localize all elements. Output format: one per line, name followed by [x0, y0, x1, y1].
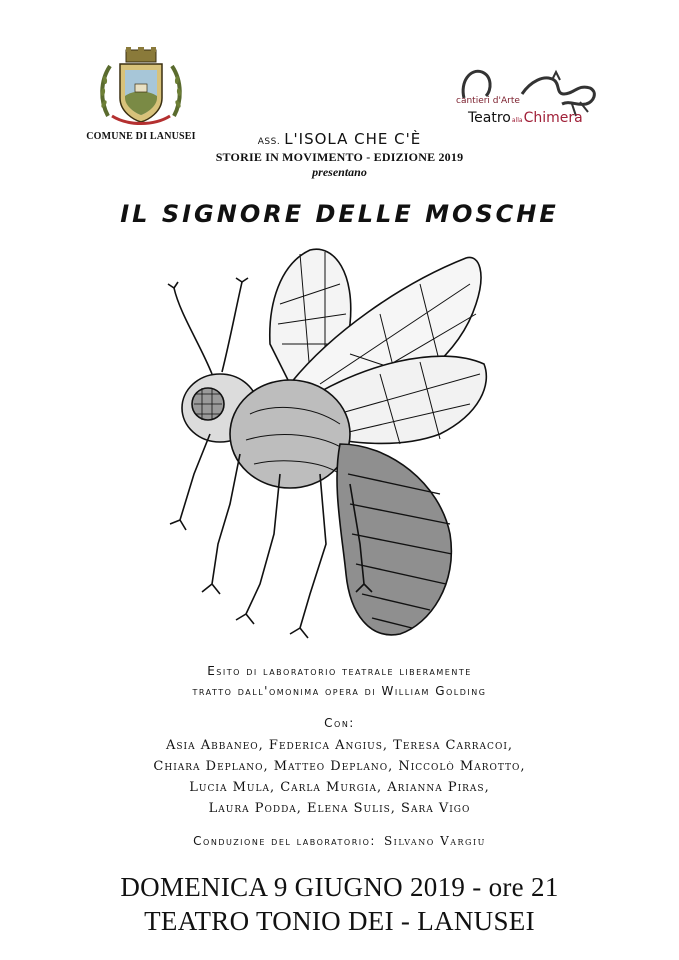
comune-label: COMUNE DI LANUSEI [86, 131, 196, 142]
cast-line: Asia Abbaneo, Federica Angius, Teresa Carracoi, [165, 738, 514, 753]
logo-line1: cantieri d'Arte [456, 96, 520, 106]
cast-line: Laura Podda, Elena Sulis, Sara Vigo [208, 801, 471, 816]
cast-label: Con: [324, 716, 355, 730]
presents-line: presentano [312, 165, 367, 179]
event-venue: TEATRO TONIO DEI - LANUSEI [144, 906, 535, 936]
logo-word-chimera: Chimera [523, 110, 583, 126]
fly-illustration [150, 244, 500, 644]
association-name: L'ISOLA CHE C'È [284, 130, 422, 148]
direction-label: Conduzione del laboratorio: [193, 834, 376, 848]
festival-line: STORIE IN MOVIMENTO - EDIZIONE 2019 [215, 150, 464, 164]
event-date: DOMENICA 9 GIUGNO 2019 - ore 21 [120, 872, 559, 902]
direction-line [0, 834, 679, 848]
association-line [0, 130, 679, 148]
logo-word-alla: alla [511, 117, 523, 124]
director-name: Silvano Vargiu [383, 834, 486, 848]
description-line-2: tratto dall'omonima opera di William Golding [192, 684, 487, 698]
cast-line: Chiara Deplano, Matteo Deplano, Niccolò Marotto, [153, 759, 526, 774]
show-title: IL SIGNORE DELLE MOSCHE [120, 200, 559, 228]
association-prefix: ASS. [257, 137, 281, 147]
logo-word-teatro: Teatro [468, 110, 511, 126]
cast-line: Lucia Mula, Carla Murgia, Arianna Piras, [189, 780, 490, 795]
description-line-1: Esito di laboratorio teatrale liberamente [207, 664, 472, 678]
logo-line2 [468, 110, 583, 126]
comune-crest-logo [98, 46, 184, 128]
